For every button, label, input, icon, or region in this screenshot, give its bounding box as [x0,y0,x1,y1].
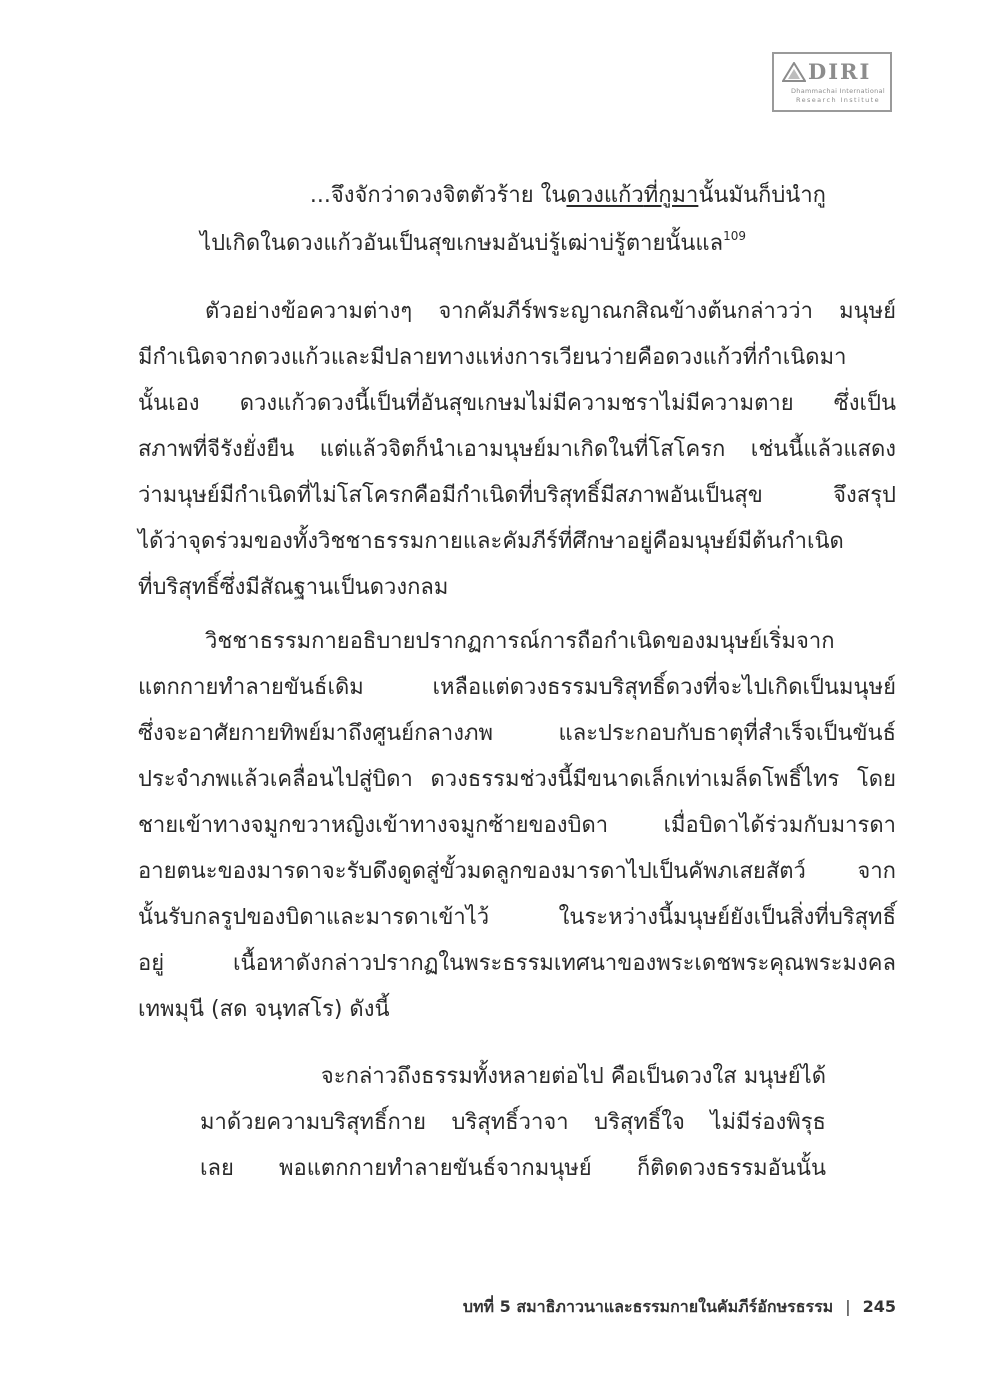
quote2-line: เลย พอแตกกายทำลายขันธ์จากมนุษย์ ก็ติดดวงธรรมอันนั้น [200,1156,826,1181]
paragraph2-line: ซึ่งจะอาศัยกายทิพย์มาถึงศูนย์กลางภพ และประกอบกับธาตุที่สำเร็จเป็นขันธ์ [138,721,896,746]
paragraph2-line: ชายเข้าทางจมูกขวาหญิงเข้าทางจมูกซ้ายของบิดา เมื่อบิดาได้ร่วมกับมารดา [138,813,896,838]
paragraph2-line: แตกกายทำลายขันธ์เดิม เหลือแต่ดวงธรรมบริสุทธิ์ดวงที่จะไปเกิดเป็นมนุษย์ [138,675,896,700]
chapter-title: บทที่ 5 สมาธิภาวนาและธรรมกายในคัมภีร์อักษรธรรม [462,1297,834,1316]
paragraph1-line: นั้นเอง ดวงแก้วดวงนี้เป็นที่อันสุขเกษมไม่มีความชราไม่มีความตาย ซึ่งเป็น [138,391,896,416]
paragraph1-line: สภาพที่จีรังยั่งยืน แต่แล้วจิตก็นำเอามนุษย์มาเกิดในที่โสโครก เช่นนี้แล้วแสดง [138,437,896,462]
quote1-text: ไปเกิดในดวงแก้วอันเป็นสุขเกษมอันบ่รู้เฒ่าบ่รู้ตายนั้นแล [200,231,724,256]
quote2-line: มาด้วยความบริสุทธิ์กาย บริสุทธิ์วาจา บริสุทธิ์ใจ ไม่มีร่องพิรุธ [200,1110,826,1135]
quote1-text: นั้นมันก็บ่นำกู [698,183,826,208]
paragraph1-line: ตัวอย่างข้อความต่างๆ จากคัมภีร์พระญาณกสิณข้างต้นกล่าวว่า มนุษย์ [205,299,896,324]
footer-separator: | [845,1297,851,1316]
diri-logo [772,52,892,112]
underlined-text: ดวงแก้ว [566,183,644,208]
quote2-line: จะกล่าวถึงธรรมทั้งหลายต่อไป คือเป็นดวงใส มนุษย์ได้ [320,1064,826,1089]
paragraph1-line: ว่ามนุษย์มีกำเนิดที่ไม่โสโครกคือมีกำเนิดที่บริสุทธิ์มีสภาพอันเป็นสุข จึงสรุป [138,483,896,508]
paragraph1-line: ได้ว่าจุดร่วมของทั้งวิชชาธรรมกายและคัมภีร์ที่ศึกษาอยู่คือมนุษย์มีต้นกำเนิด [138,529,844,554]
paragraph2-line: ประจำภพแล้วเคลื่อนไปสู่บิดา ดวงธรรมช่วงนี้มีขนาดเล็กเท่าเมล็ดโพธิ์ไทร โดย [138,767,896,792]
logo-subtitle-1: Dhammachai International [791,87,885,95]
quote1-text: ...จึงจักว่าดวงจิตตัวร้าย ใน [309,183,567,208]
triangle-logo-icon [782,62,806,82]
underlined-text: ที่กูมา [643,183,699,208]
logo-name: DIRI [808,59,872,84]
paragraph2-line: อยู่ เนื้อหาดังกล่าวปรากฏในพระธรรมเทศนาของพระเดชพระคุณพระมงคล [138,951,896,976]
paragraph1-line: มีกำเนิดจากดวงแก้วและมีปลายทางแห่งการเวียนว่ายคือดวงแก้วที่กำเนิดมา [138,345,847,370]
paragraph2-line: เทพมุนี (สด จนฺทสโร) ดังนี้ [138,997,390,1022]
footnote-marker: 109 [723,229,746,243]
page-number: 245 [862,1297,896,1316]
quote1-line1 [200,185,826,207]
paragraph2-line: วิชชาธรรมกายอธิบายปรากฏการณ์การถือกำเนิดของมนุษย์เริ่มจาก [205,629,835,654]
page-footer [463,1295,896,1320]
paragraph1-line: ที่บริสุทธิ์ซึ่งมีสัณฐานเป็นดวงกลม [138,575,449,600]
quote1-line2 [200,230,830,255]
logo-subtitle-2: Research Institute [795,96,881,104]
paragraph2-line: อายตนะของมารดาจะรับดึงดูดสู่ขั้วมดลูกของมารดาไปเป็นคัพภเสยสัตว์ จาก [138,859,896,884]
paragraph2-line: นั้นรับกลรูปของบิดาและมารดาเข้าไว้ ในระหว่างนี้มนุษย์ยังเป็นสิ่งที่บริสุทธิ์ [138,905,896,930]
